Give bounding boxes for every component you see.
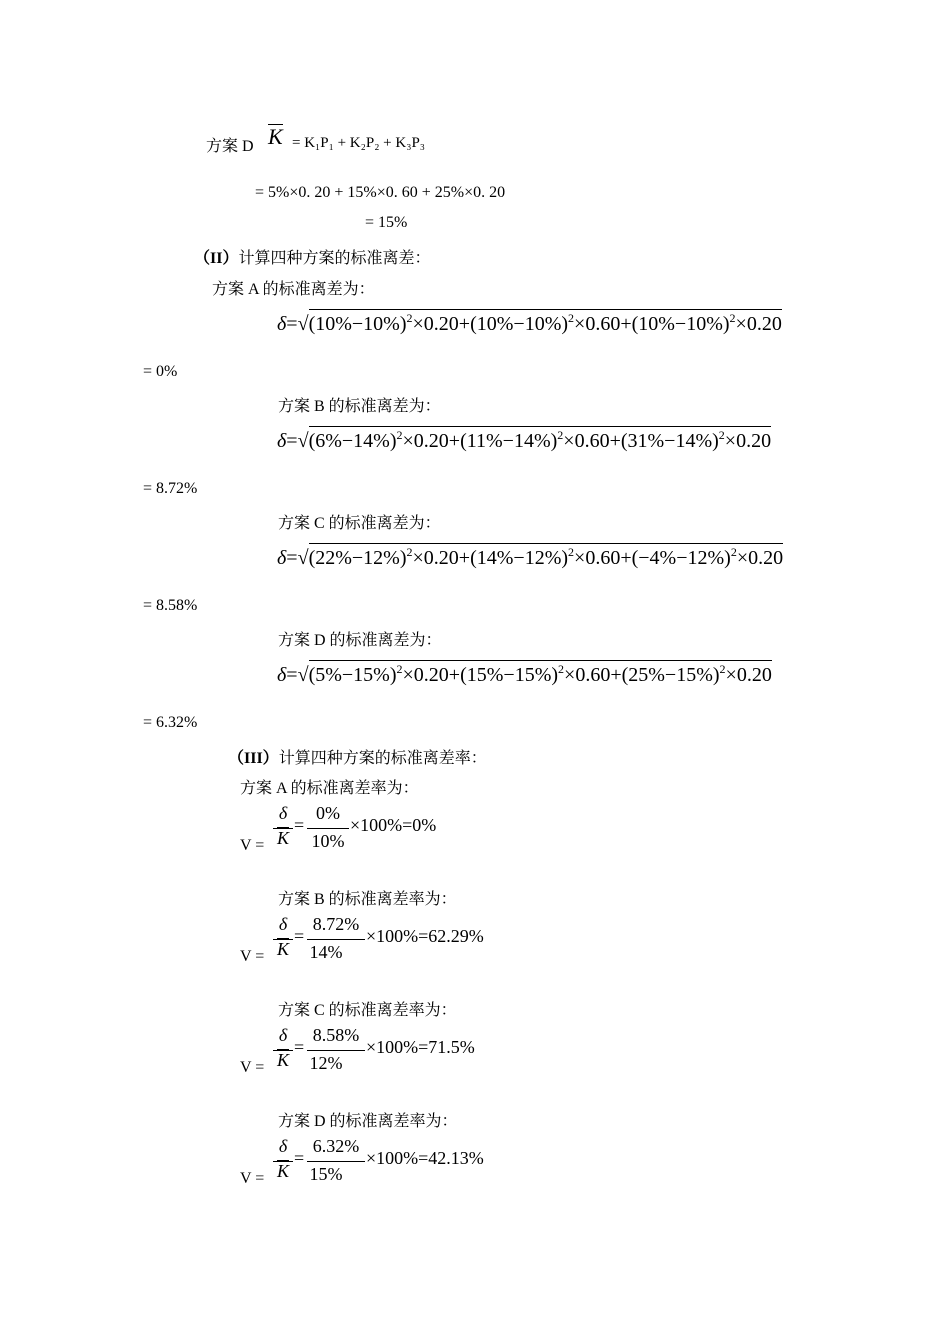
plan-d-expected-label bbox=[206, 133, 254, 156]
delta-over-k-fraction: δ K bbox=[272, 1025, 294, 1077]
plan-c-rate-label: 方案 C 的标准离差率为： bbox=[278, 1002, 457, 1019]
v-label: V = bbox=[240, 948, 265, 965]
plan-b-stddev-label: 方案 B 的标准离差为： bbox=[278, 398, 441, 415]
plan-c-rate-tail: ×100%=71.5% bbox=[366, 1037, 475, 1057]
section3-heading: （III）计算四种方案的标准离差率： bbox=[228, 750, 487, 767]
delta-over-k-fraction: δ K bbox=[272, 914, 294, 966]
expected-return-result: = 15% bbox=[365, 214, 408, 231]
plan-b-rate-fraction: 8.72% 14% bbox=[306, 914, 366, 966]
plan-c-stddev-label: 方案 C 的标准离差为： bbox=[278, 515, 441, 532]
delta-over-k-fraction: δ K bbox=[272, 803, 294, 855]
plan-d-stddev-label: 方案 D 的标准离差为： bbox=[278, 632, 442, 649]
k-bar-symbol: K bbox=[268, 124, 283, 149]
plan-c-rate-fraction: 8.58% 12% bbox=[306, 1025, 366, 1077]
plan-b-rate-tail: ×100%=62.29% bbox=[366, 926, 484, 946]
plan-a-stddev-result: = 0% bbox=[143, 363, 178, 380]
plan-a-stddev-label: 方案 A 的标准离差为： bbox=[212, 281, 375, 298]
plan-d-stddev-formula: $\delta=√(5\%-15\%)^2\times 0.20+(15\%-15\%)^2\times 0.60+(25\%-15\%)^2\times 0.20$ bbox=[277, 662, 772, 686]
plan-b-stddev-formula: $\delta=√(6\%-14\%)^2\times 0.20+(11\%-14\%)^2\times 0.60+(31\%-14\%)^2\times 0.20$ bbox=[277, 428, 772, 452]
plan-a-rate-label: 方案 A 的标准离差率为： bbox=[240, 780, 419, 797]
equals-sign: = bbox=[294, 1148, 305, 1168]
v-label: V = bbox=[240, 837, 265, 854]
plan-b-rate-label: 方案 B 的标准离差率为： bbox=[278, 891, 457, 908]
plan-d-stddev-result: = 6.32% bbox=[143, 714, 198, 731]
plan-d-rate-fraction: 6.32% 15% bbox=[306, 1136, 366, 1188]
plan-d-rate-tail: ×100%=42.13% bbox=[366, 1148, 484, 1168]
section2-heading: （II）计算四种方案的标准离差： bbox=[194, 250, 431, 267]
equals-sign: = bbox=[294, 1037, 305, 1057]
plan-c-stddev-formula: $\delta=√(22\%-12\%)^2\times 0.20+(14\%-12\%)^2\times 0.60+(-4\%-12\%)^2\times 0.20$ bbox=[277, 545, 784, 569]
equals-sign: = bbox=[294, 926, 305, 946]
plan-a-stddev-formula: $\delta=√(10\%-10\%)^2\times 0.20+(10\%-10\%)^2\times 0.60+(10\%-10\%)^2\times 0.20$ bbox=[277, 311, 782, 335]
expected-return-formula: = K₁P₁ + K₂P₂ + K₃P₃ bbox=[292, 135, 426, 151]
plan-b-stddev-result: = 8.72% bbox=[143, 480, 198, 497]
plan-c-stddev-result: = 8.58% bbox=[143, 597, 198, 614]
expected-return-calc: = 5%×0. 20 + 15%×0. 60 + 25%×0. 20 bbox=[255, 184, 506, 201]
v-label: V = bbox=[240, 1059, 265, 1076]
plan-a-rate-tail: ×100%=0% bbox=[350, 815, 437, 835]
v-label: V = bbox=[240, 1170, 265, 1187]
delta-over-k-fraction: δ K bbox=[272, 1136, 294, 1188]
plan-a-rate-fraction: 0% 10% bbox=[306, 803, 350, 855]
plan-d-rate-label: 方案 D 的标准离差率为： bbox=[278, 1113, 458, 1130]
plan-label: 方案 D bbox=[206, 138, 254, 155]
equals-sign: = bbox=[294, 815, 305, 835]
